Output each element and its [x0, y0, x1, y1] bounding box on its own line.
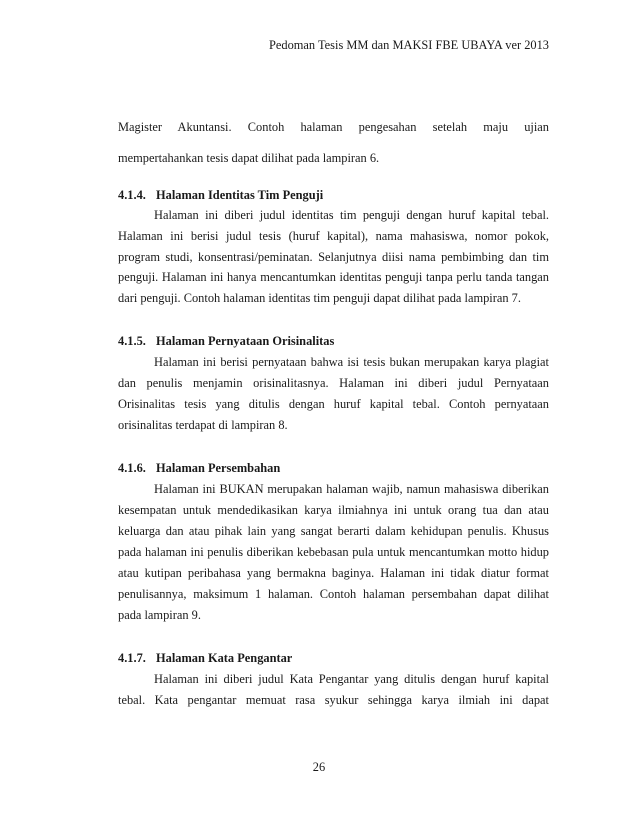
- section-title: Halaman Identitas Tim Penguji: [156, 188, 324, 202]
- paragraph-line: dari penguji. Contoh halaman identitas tim penguji dapat dilihat pada lampiran 7.: [118, 291, 521, 305]
- section-number: 4.1.6.: [118, 461, 146, 475]
- section-number: 4.1.7.: [118, 651, 146, 665]
- paragraph-line: atau kutipan peribahasa yang bermakna baginya. Halaman ini tidak diatur format: [118, 566, 549, 580]
- paragraph-line: Halaman ini berisi pernyataan bahwa isi tesis bukan merupakan karya plagiat: [154, 355, 549, 369]
- paragraph-line: keluarga dan atau pihak lain yang sangat berarti dalam kehidupan penulis. Khusus: [118, 524, 549, 538]
- page-number: 26: [312, 760, 326, 774]
- paragraph-line: pada halaman ini penulis diberikan kebebasan pula untuk mencantumkan motto hidup: [118, 545, 549, 559]
- paragraph-line: Halaman ini BUKAN merupakan halaman wajib, namun mahasiswa diberikan: [154, 482, 549, 496]
- section-heading: [118, 188, 549, 202]
- paragraph-line: Halaman ini diberi judul Kata Pengantar yang ditulis dengan huruf kapital: [154, 672, 549, 686]
- paragraph-line: penguji. Halaman ini hanya mencantumkan identitas penguji tanpa perlu tanda tangan: [118, 270, 549, 284]
- intro-line: Magister Akuntansi. Contoh halaman pengesahan setelah maju ujian: [118, 120, 549, 134]
- section-title: Halaman Persembahan: [156, 461, 281, 475]
- section-heading: [118, 461, 549, 475]
- paragraph-line: dan penulis menjamin orisinalitasnya. Halaman ini diberi judul Pernyataan: [118, 376, 549, 390]
- paragraph-line: penulisannya, maksimum 1 halaman. Contoh halaman persembahan dapat dilihat: [118, 587, 549, 601]
- paragraph-line: orisinalitas terdapat di lampiran 8.: [118, 418, 288, 432]
- paragraph-line: Halaman ini berisi judul tesis (huruf kapital), nama mahasiswa, nomor pokok,: [118, 229, 549, 243]
- paragraph-line: tebal. Kata pengantar memuat rasa syukur sehingga karya ilmiah ini dapat: [118, 693, 549, 707]
- section-number: 4.1.4.: [118, 188, 146, 202]
- paragraph-line: Halaman ini diberi judul identitas tim penguji dengan huruf kapital tebal.: [154, 208, 549, 222]
- running-header: Pedoman Tesis MM dan MAKSI FBE UBAYA ver 2013: [268, 38, 549, 52]
- intro-line: mempertahankan tesis dapat dilihat pada lampiran 6.: [118, 151, 380, 165]
- section-title: Halaman Pernyataan Orisinalitas: [156, 334, 335, 348]
- paragraph-line: Orisinalitas tesis yang ditulis dengan huruf kapital tebal. Contoh pernyataan: [118, 397, 549, 411]
- paragraph-line: program studi, konsentrasi/peminatan. Selanjutnya diisi nama pembimbing dan tim: [118, 250, 549, 264]
- section-heading: [118, 651, 549, 665]
- section-number: 4.1.5.: [118, 334, 146, 348]
- section-title: Halaman Kata Pengantar: [156, 651, 293, 665]
- paragraph-line: pada lampiran 9.: [118, 608, 201, 622]
- section-heading: [118, 334, 549, 348]
- paragraph-line: kesempatan untuk mendedikasikan karya ilmiahnya ini untuk orang tua dan atau: [118, 503, 549, 517]
